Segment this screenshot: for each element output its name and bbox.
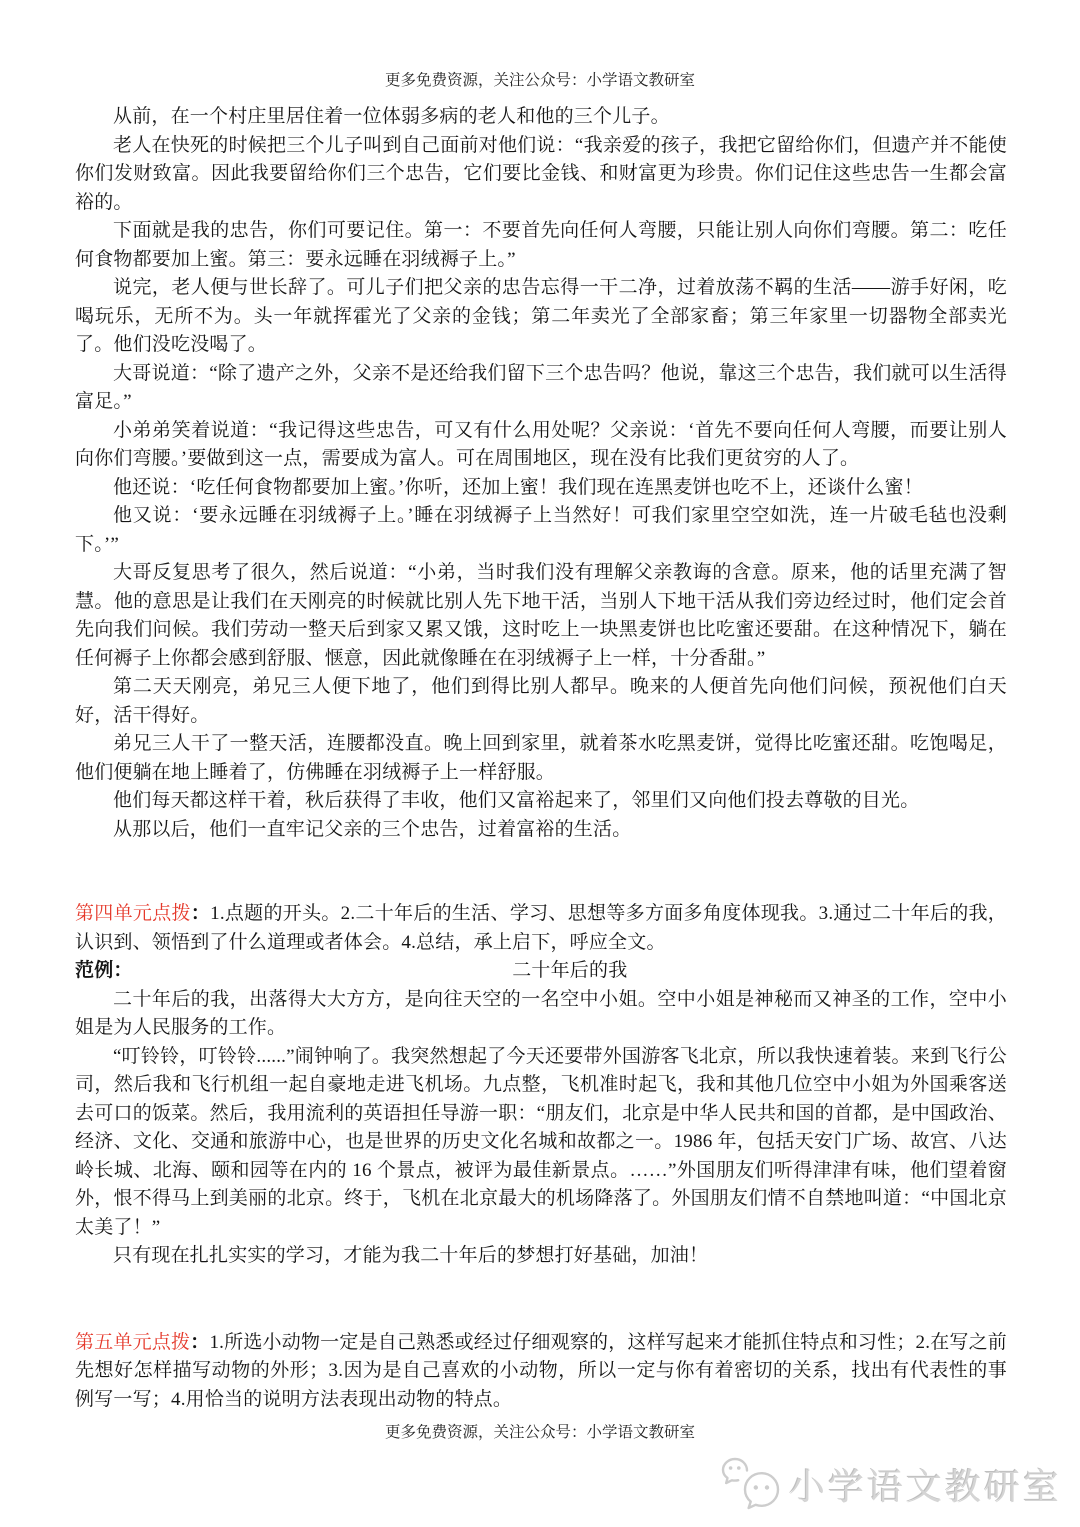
unit5-label: 第五单元点拨 bbox=[75, 1331, 191, 1353]
document-content bbox=[75, 103, 1007, 1414]
unit5-label-colon: ： bbox=[190, 1331, 210, 1353]
essay-paragraph: 只有现在扎扎实实的学习，才能为我二十年后的梦想打好基础，加油！ bbox=[113, 1245, 709, 1266]
story-section bbox=[75, 103, 1007, 844]
unit5-tips-text: 1.所选小动物一定是自己熟悉或经过仔细观察的，这样写起来才能抓住特点和习性；2.在写之前先想好怎样描写动物的外形；3.因为是自己喜欢的小动物，所以一定与你有着密切的关系，找出有代表性的事例写一写；4.用恰当的说明方法表现出动物的特点。 bbox=[75, 1331, 1008, 1410]
essay-paragraph: “叮铃铃，叮铃铃......”闹钟响了。我突然想起了今天还要带外国游客飞北京，所以我快速着装。来到飞行公司，然后我和飞行机组一起自豪地走进飞机场。九点整，飞机准时起飞，我和其他几位空中小姐为外国乘客送去可口的饭菜。然后，我用流利的英语担任导游一职：“朋友们，北京是中华人民共和国的首都，是中国政治、经济、文化、交通和旅游中心，也是世界的历史文化名城和故都之一。1986 年，包括天安门广场、故宫、八达岭长城、北海、颐和园等在内的 16 个景点，被评为最佳新景点。……”外国朋友们听得津津有味，他们望着窗外，恨不得马上到美丽的北京。终于，飞机在北京最大的机场降落了。外国朋友们情不自禁地叫道：“中国北京太美了！” bbox=[75, 1045, 1007, 1238]
story-paragraph: 小弟弟笑着说道：“我记得这些忠告，可又有什么用处呢？父亲说：‘首先不要向任何人弯腰，而要让别人向你们弯腰。’要做到这一点，需要成为富人。可在周围地区，现在没有比我们更贫穷的人了。 bbox=[75, 419, 1007, 469]
section-gap bbox=[75, 1271, 1007, 1329]
story-paragraph: 从那以后，他们一直牢记父亲的三个忠告，过着富裕的生活。 bbox=[113, 818, 632, 840]
story-paragraph: 大哥反复思考了很久，然后说道：“小弟，当时我们没有理解父亲教诲的含意。原来，他的话里充满了智慧。他的意思是让我们在天刚亮的时候就比别人先下地干活，当别人下地干活从我们旁边经过时，他们定会首先向我们问候。我们劳动一整天后到家又累又饿，这时吃上一块黑麦饼也比吃蜜还要甜。在这种情况下，躺在任何褥子上你都会感到舒服、惬意，因此就像睡在在羽绒褥子上一样，十分香甜。” bbox=[75, 562, 1007, 669]
essay-title: 二十年后的我 bbox=[512, 960, 628, 981]
section-gap bbox=[75, 844, 1007, 900]
essay-paragraph: 二十年后的我，出落得大大方方，是向往天空的一名空中小姐。空中小姐是神秘而又神圣的工作，空中小姐是为人民服务的工作。 bbox=[75, 988, 1007, 1038]
story-paragraph: 他又说：‘要永远睡在羽绒褥子上。’睡在羽绒褥子上当然好！可我们家里空空如洗，连一片破毛毡也没剩下。’” bbox=[75, 505, 1007, 555]
story-paragraph: 他们每天都这样干着，秋后获得了丰收，他们又富裕起来了，邻里们又向他们投去尊敬的目光。 bbox=[113, 790, 920, 811]
unit4-label: 第四单元点拨 bbox=[75, 903, 191, 924]
story-paragraph: 第二天天刚亮，弟兄三人便下地了，他们到得比别人都早。晚来的人便首先向他们问候，预祝他们白天好，活干得好。 bbox=[75, 676, 1007, 726]
watermark-text: 小学语文教研室 bbox=[788, 1466, 1062, 1507]
story-paragraph: 从前，在一个村庄里居住着一位体弱多病的老人和他的三个儿子。 bbox=[113, 106, 670, 127]
story-paragraph: 弟兄三人干了一整天活，连腰都没直。晚上回到家里，就着茶水吃黑麦饼，觉得比吃蜜还甜。吃饱喝足，他们便躺在地上睡着了，仿佛睡在羽绒褥子上一样舒服。 bbox=[75, 733, 1007, 783]
example-label: 范例： bbox=[75, 960, 133, 981]
unit4-tips-text: 1.点题的开头。2.二十年后的生活、学习、思想等多方面多角度体现我。3.通过二十年后的我，认识到、领悟到了什么道理或者体会。4.总结，承上启下，呼应全文。 bbox=[75, 903, 1008, 953]
wechat-icon bbox=[720, 1457, 782, 1511]
story-paragraph: 大哥说道：“除了遗产之外，父亲不是还给我们留下三个忠告吗？他说，靠这三个忠告，我们就可以生活得富足。” bbox=[75, 362, 1007, 412]
example-line bbox=[75, 957, 1007, 986]
header-note: 更多免费资源，关注公众号：小学语文教研室 bbox=[384, 72, 695, 89]
unit5-tips-paragraph bbox=[75, 1329, 1007, 1415]
watermark bbox=[720, 1457, 1062, 1511]
footer-note: 更多免费资源，关注公众号：小学语文教研室 bbox=[384, 1424, 695, 1441]
story-paragraph: 下面就是我的忠告，你们可要记住。第一：不要首先向任何人弯腰，只能让别人向你们弯腰。第二：吃任何食物都要加上蜜。第三：要永远睡在羽绒褥子上。” bbox=[75, 220, 1007, 270]
story-paragraph: 他还说：‘吃任何食物都要加上蜜。’你听，还加上蜜！我们现在连黑麦饼也吃不上，还谈什么蜜！ bbox=[113, 476, 923, 498]
story-paragraph: 老人在快死的时候把三个儿子叫到自己面前对他们说：“我亲爱的孩子，我把它留给你们，但遗产并不能使你们发财致富。因此我要留给你们三个忠告，它们要比金钱、和财富更为珍贵。你们记住这些忠告一生都会富裕的。 bbox=[75, 134, 1007, 213]
story-paragraph: 说完，老人便与世长辞了。可儿子们把父亲的忠告忘得一干二净，过着放荡不羁的生活——游手好闲，吃喝玩乐，无所不为。头一年就挥霍光了父亲的金钱；第二年卖光了全部家畜；第三年家里一切器物全部卖光了。他们没吃没喝了。 bbox=[75, 277, 1007, 355]
unit4-label-colon: ： bbox=[190, 903, 211, 924]
essay-section bbox=[75, 986, 1007, 1271]
unit4-tips-paragraph bbox=[75, 900, 1007, 957]
